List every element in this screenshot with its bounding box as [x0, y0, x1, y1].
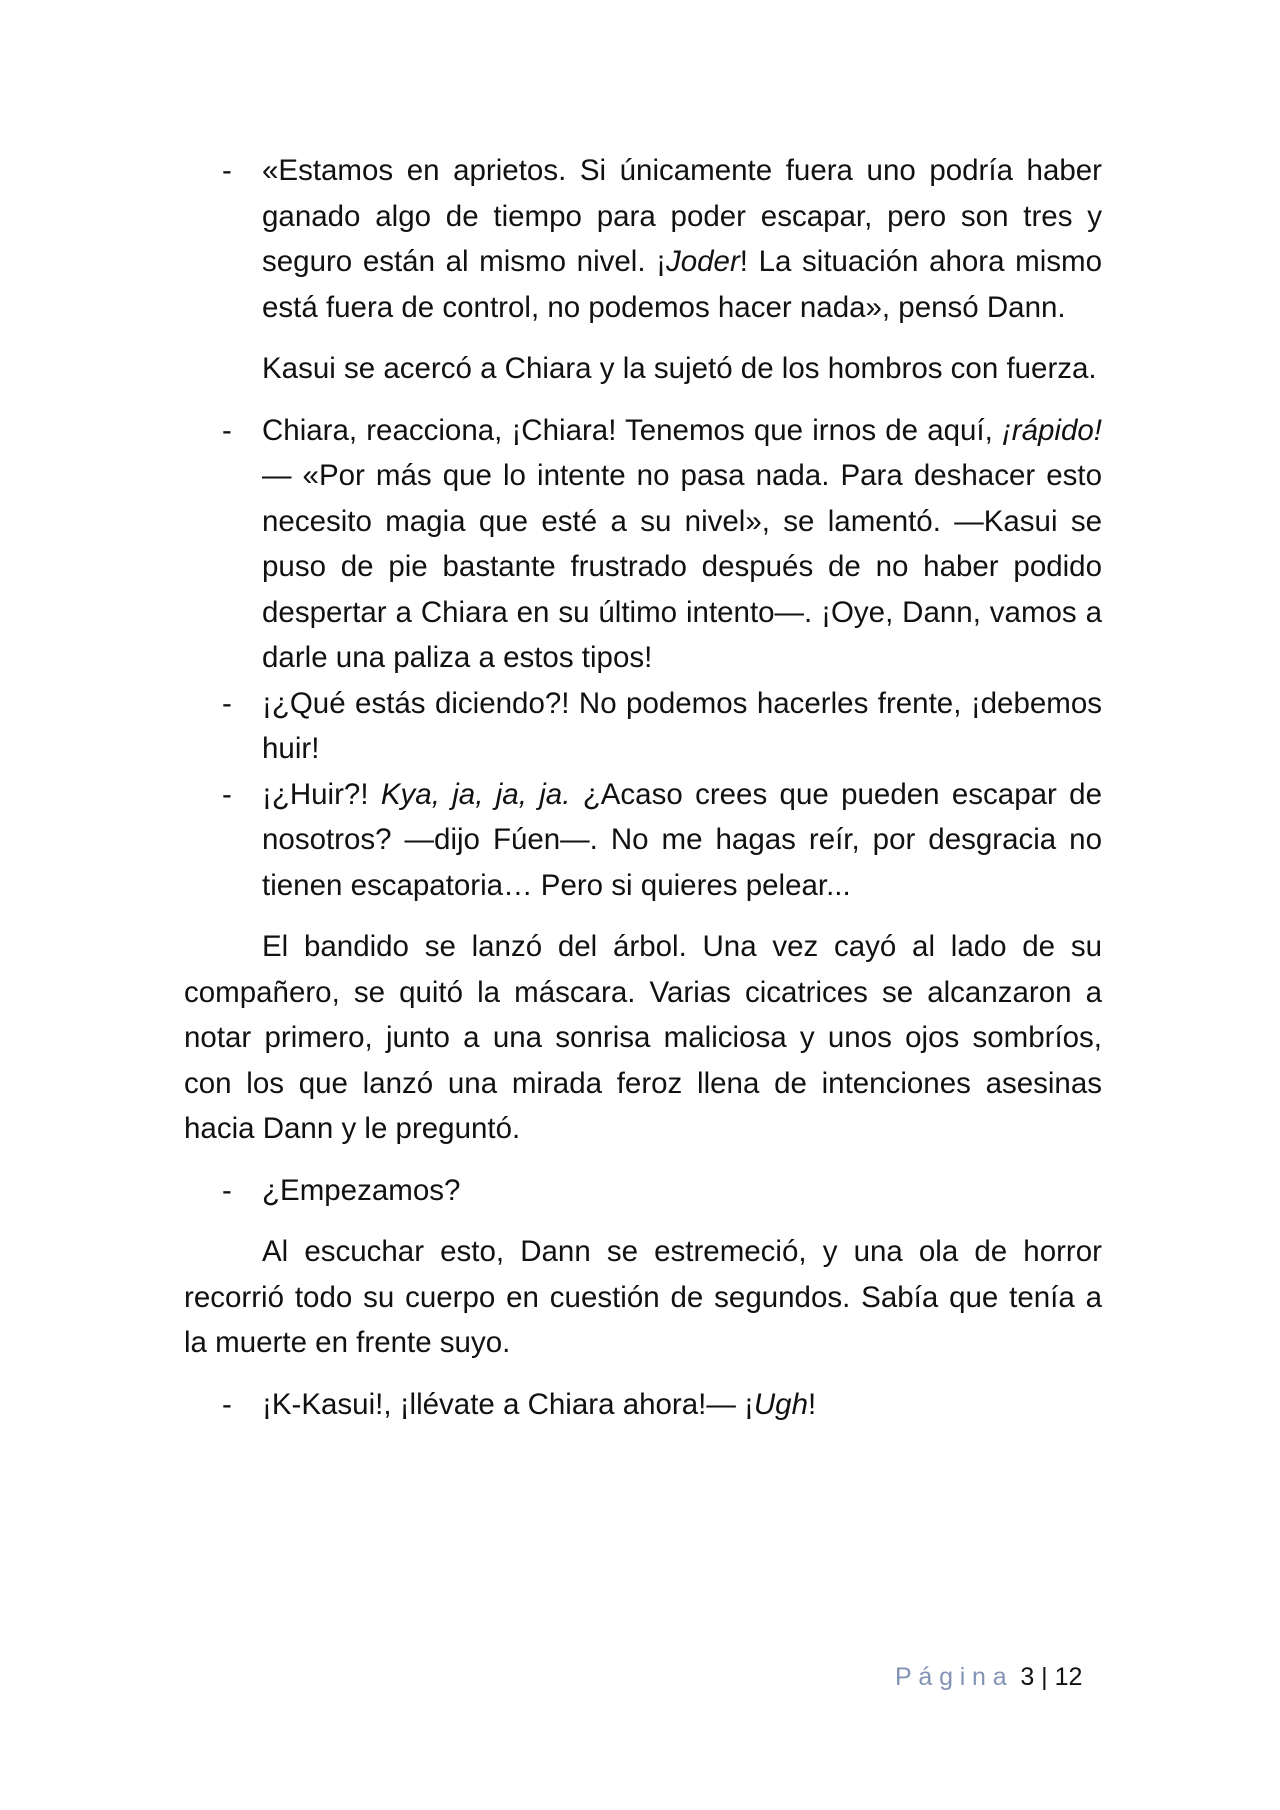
text-segment: Al escuchar esto, Dann se estremeció, y una ola de horror recorrió todo su cuerpo en cuestión de segundos. Sabía que tenía a la muerte en frente suyo. [184, 1235, 1102, 1359]
text-segment: El bandido se lanzó del árbol. Una vez cayó al lado de su compañero, se quitó la máscara. Varias cicatrices se alcanzaron a notar primero, junto a una sonrisa maliciosa y unos ojos sombríos, con los que lanzó una mirada feroz llena de intenciones asesinas hacia Dann y le preguntó. [184, 930, 1102, 1145]
text-segment: ¡K-Kasui!, ¡llévate a Chiara ahora!— ¡ [262, 1387, 754, 1421]
page-label: Página [895, 1663, 1014, 1691]
page-footer [895, 1661, 1082, 1693]
narrative-paragraph [184, 924, 1102, 1152]
page-total: 12 [1054, 1663, 1083, 1691]
dialogue-dash: - [222, 777, 232, 811]
italic-text: ¡rápido! [1001, 413, 1102, 447]
text-segment: ¿Acaso crees que pueden escapar de nosotros? —dijo Fúen—. No me hagas reír, por desgracia no tienen escapatoria… Pero si quieres pelear... [262, 777, 1102, 902]
dialogue-line [184, 408, 1102, 681]
page-separator: | [1041, 1663, 1048, 1691]
dialogue-dash: - [222, 686, 232, 720]
text-segment: Chiara, reacciona, ¡Chiara! Tenemos que irnos de aquí, [262, 413, 1002, 447]
dialogue-line [184, 1382, 1102, 1428]
dialogue-dash: - [222, 1173, 232, 1207]
body-text [184, 148, 1102, 1427]
text-segment: «Estamos en aprietos. Si únicamente fuera uno podría haber ganado algo de tiempo para poder escapar, pero son tres y seguro están al mismo nivel. ¡ [262, 154, 1102, 278]
dialogue-dash: - [222, 1387, 232, 1421]
italic-text: Ugh [753, 1387, 808, 1421]
narrative-paragraph [184, 346, 1102, 392]
text-segment: ¿Empezamos? [262, 1173, 461, 1207]
text-segment: Kasui se acercó a Chiara y la sujetó de los hombros con fuerza. [262, 352, 1097, 385]
dialogue-line [184, 772, 1102, 909]
dialogue-line [184, 148, 1102, 330]
italic-text: Joder [665, 245, 740, 278]
dialogue-dash: - [222, 154, 232, 187]
text-segment: ! La situación ahora mismo está fuera de control, no podemos hacer nada», pensó Dann. [262, 245, 1103, 324]
narrative-paragraph [184, 1229, 1102, 1366]
text-segment: ! [808, 1387, 817, 1421]
dialogue-dash: - [222, 413, 232, 447]
dialogue-line [184, 681, 1102, 772]
dialogue-line [184, 1168, 1102, 1214]
text-segment: ¡¿Huir?! [262, 777, 381, 811]
text-segment: — «Por más que lo intente no pasa nada. Para deshacer esto necesito magia que esté a su nivel», se lamentó. —Kasui se puso de pie bastante frustrado después de no haber podido despertar a Chiara en su último intento—. ¡Oye, Dann, vamos a darle una paliza a estos tipos! [262, 459, 1102, 674]
text-segment: ¡¿Qué estás diciendo?! No podemos hacerles frente, ¡debemos huir! [262, 686, 1102, 765]
italic-text: Kya, ja, ja, ja. [380, 777, 571, 811]
page-number: 3 [1020, 1663, 1035, 1691]
